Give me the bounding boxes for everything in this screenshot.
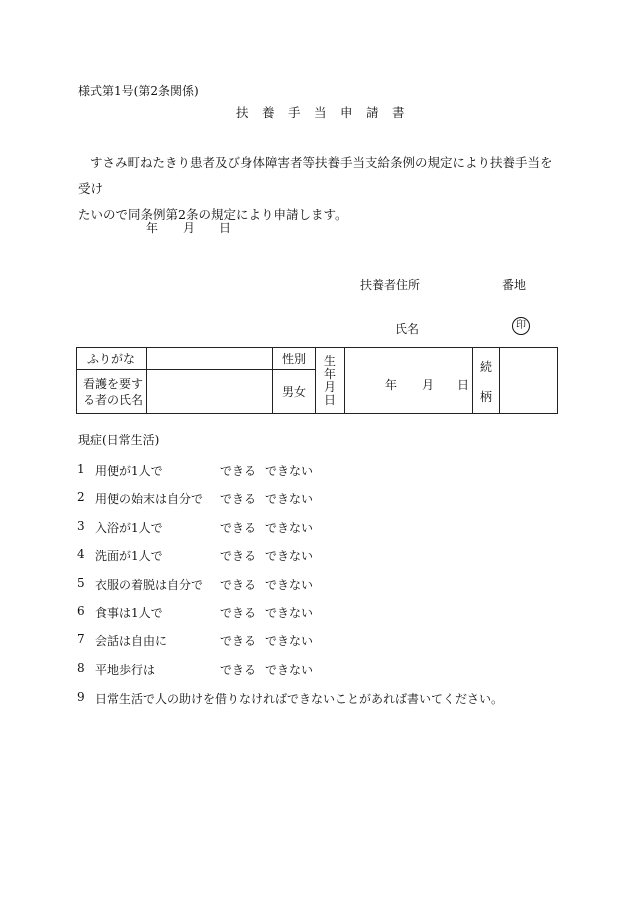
patient-name-field[interactable] xyxy=(147,370,273,414)
birth-year-label: 年 xyxy=(385,378,398,392)
date-year-label: 年 xyxy=(146,221,159,235)
item-text-6: 食事は1人で xyxy=(95,606,163,620)
option-can-7[interactable]: できる xyxy=(220,634,257,648)
seal-mark: 印 xyxy=(512,317,530,335)
option-can-3[interactable]: できる xyxy=(220,521,257,535)
item-text-5: 衣服の着脱は自分で xyxy=(95,578,204,592)
patient-name-label-line-1: 看護を要す xyxy=(83,376,144,391)
option-cannot-1[interactable]: できない xyxy=(265,464,314,478)
item-number-4: 4 xyxy=(77,547,85,561)
statement-line-2: たいので同条例第2条の規定により申請します。 xyxy=(78,207,348,222)
birth-month-label: 月 xyxy=(422,378,435,392)
item-text-3: 入浴が1人で xyxy=(95,521,163,535)
option-cannot-7[interactable]: できない xyxy=(265,634,314,648)
item-number-6: 6 xyxy=(77,604,85,618)
date-month-label: 月 xyxy=(183,221,196,235)
birth-day-label: 日 xyxy=(457,378,470,392)
document-title: 扶養手当申請書 xyxy=(236,105,419,120)
item-text-8: 平地歩行は xyxy=(95,663,156,677)
birthdate-field[interactable] xyxy=(345,348,473,414)
applicant-address-label: 扶養者住所 xyxy=(360,278,421,292)
item-number-8: 8 xyxy=(77,661,85,675)
application-statement xyxy=(78,150,558,228)
item-number-7: 7 xyxy=(77,632,85,646)
relationship-char-1: 続 xyxy=(479,360,492,374)
gender-options[interactable]: 男女 xyxy=(273,370,316,414)
option-can-2[interactable]: できる xyxy=(220,492,257,506)
item-number-3: 3 xyxy=(77,519,85,533)
option-cannot-4[interactable]: できない xyxy=(265,549,314,563)
option-can-1[interactable]: できる xyxy=(220,464,257,478)
option-can-6[interactable]: できる xyxy=(220,606,257,620)
birth-char-2: 年 xyxy=(323,366,336,381)
patient-name-label-line-2: る者の氏名 xyxy=(83,392,144,407)
item-9-number: 9 xyxy=(77,690,85,704)
relationship-label xyxy=(473,348,500,414)
birthdate-label xyxy=(316,348,345,414)
section-title: 現症(日常生活) xyxy=(78,433,160,447)
patient-info-table xyxy=(76,347,558,414)
furigana-label: ふりがな xyxy=(77,348,147,370)
relationship-char-2: 柄 xyxy=(479,390,492,404)
date-day-label: 日 xyxy=(219,221,232,235)
statement-line-1: すさみ町ねたきり患者及び身体障害者等扶養手当支給条例の規定により扶養手当を受け xyxy=(78,155,553,196)
birth-char-4: 日 xyxy=(323,392,336,407)
item-number-2: 2 xyxy=(77,490,85,504)
item-9-text: 日常生活で人の助けを借りなければできないことがあれば書いてください。 xyxy=(95,692,504,706)
furigana-field[interactable] xyxy=(147,348,273,370)
address-banchi-label: 番地 xyxy=(502,278,527,292)
relationship-field[interactable] xyxy=(500,348,558,414)
option-can-4[interactable]: できる xyxy=(220,549,257,563)
option-cannot-3[interactable]: できない xyxy=(265,521,314,535)
item-text-4: 洗面が1人で xyxy=(95,549,163,563)
option-cannot-8[interactable]: できない xyxy=(265,663,314,677)
item-text-7: 会話は自由に xyxy=(95,634,168,648)
item-text-1: 用便が1人で xyxy=(95,464,163,478)
item-number-5: 5 xyxy=(77,576,85,590)
option-can-8[interactable]: できる xyxy=(220,663,257,677)
option-cannot-6[interactable]: できない xyxy=(265,606,314,620)
option-can-5[interactable]: できる xyxy=(220,578,257,592)
applicant-name-label: 氏名 xyxy=(395,322,420,336)
patient-name-label xyxy=(77,370,147,414)
item-number-1: 1 xyxy=(77,462,85,476)
item-text-2: 用便の始末は自分で xyxy=(95,492,204,506)
option-cannot-2[interactable]: できない xyxy=(265,492,314,506)
birth-char-3: 月 xyxy=(323,379,336,394)
form-number: 様式第1号(第2条関係) xyxy=(78,84,199,98)
birth-char-1: 生 xyxy=(323,353,336,368)
gender-label: 性別 xyxy=(273,348,316,370)
option-cannot-5[interactable]: できない xyxy=(265,578,314,592)
